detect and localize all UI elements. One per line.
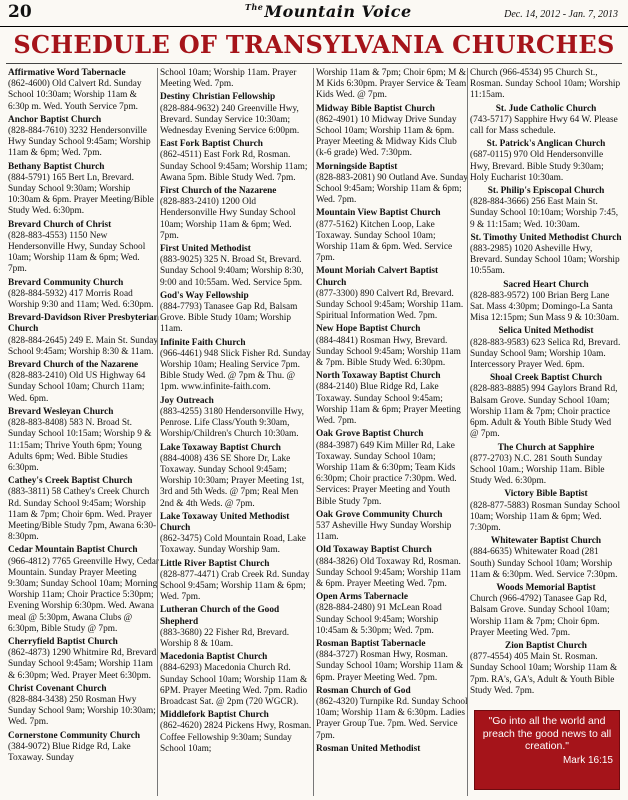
church-entry [160, 338, 312, 394]
church-details: (828-883-2081) 90 Outland Ave. Sunday School 9:45am; Worship 11am & 6pm; Wed. 7pm. [316, 172, 468, 206]
church-details: (877-4554) 405 Main St. Rosman. Sunday School 10am; Worship 11am & 7pm. RA's, GA's, Adult & Youth Bible Study Wed. 7pm. [470, 652, 618, 696]
church-entry [316, 686, 468, 742]
church-details: (828-883-4553) 1150 New Hendersonville Hwy, Sunday School 10am; Worship 11am & 6pm; Wed. 7pm. [8, 230, 146, 275]
church-name: Rosman United Methodist [316, 743, 421, 754]
scripture-verse-box [474, 710, 620, 790]
church-details: (966-4461) 948 Slick Fisher Rd. Sunday Worship 10am; Healing Service 7pm. Bible Study Wed. @ 7pm & Thu. @ 1pm. www.infinite-faith.com. [160, 348, 311, 393]
verse-text: "Go into all the world and preach the good news to all creation." [482, 715, 612, 752]
church-name: God's Way Fellowship [160, 290, 249, 301]
church-entry [470, 104, 622, 138]
column-divider [467, 68, 468, 796]
church-details: (828-884-7610) 3232 Hendersonville Hwy Sunday School 9:45am; Worship 11am & 6pm; Wed. 7pm. [8, 126, 151, 159]
church-details: (828-877-5883) Rosman Sunday School 10am; Worship 11am & 6pm; Wed. 7:30pm. [470, 500, 621, 533]
church-details: (884-6293) Macedonia Church Rd. Sunday School 10am; Worship 11am & 6PM. Prayer Meeting Wed. 7pm. Radio Broadcast Sat. @ 2pm (720 WGCR). [160, 663, 308, 707]
church-details: (884-5791) 165 Bert Ln, Brevard. Sunday School 9:30am; Worship 10:30am & 6pm. Prayer Meeting/Bible Study Wed. 6:30pm. [8, 172, 154, 217]
masthead-the: The [245, 2, 264, 12]
church-details: (862-4600) Old Calvert Rd. Sunday School 10:30am; Worship 11am & 6:30p m. Wed. Youth Service 7pm. [8, 79, 142, 112]
church-entry [160, 605, 312, 650]
church-entry [470, 186, 622, 231]
church-details: (884-4841) Rosman Hwy, Brevard. Sunday School 9:45am; Worship 11am & 7pm. Bible Study Wed. 6:30pm. [316, 335, 461, 369]
church-details: (883-9025) 325 N. Broad St, Brevard. Sunday School 9:40am; Worship 8:30, 9:00 and 10:55am. Wed. Service 5pm. [160, 255, 304, 288]
column-divider [313, 68, 314, 796]
church-entry [8, 278, 160, 312]
page-number: 20 [8, 2, 32, 22]
column-divider [157, 68, 158, 796]
church-details: (966-4812) 7765 Greenville Hwy, Cedar Mountain. Sunday Prayer Meeting 9:30am; Sunday School 10am; Morning Worship 11am; Choir Practice 5:30pm; Evening Worship 6:30pm. Wed. Awana meal @ 5:30pm, Awana Clubs @ 6:30pm, Bible Study @ 7pm. [8, 556, 159, 634]
church-name: Macedonia Baptist Church [160, 652, 268, 663]
verse-reference: Mark 16:15 [562, 754, 613, 766]
church-name: Mount Moriah Calvert Baptist Church [316, 266, 439, 288]
church-column-3 [316, 68, 468, 798]
church-entry [316, 104, 468, 160]
church-entry [316, 744, 468, 755]
church-entry [316, 324, 468, 369]
church-entry [160, 512, 312, 557]
church-entry [160, 186, 312, 242]
church-entry [470, 280, 622, 325]
church-name: Whitewater Baptist Church [490, 536, 602, 547]
church-entry [316, 266, 468, 322]
church-entry [160, 396, 312, 441]
church-details: (828-877-4471) Crab Creek Rd. Sunday School 9:45am; Worship 11am & 6pm; Wed. 7pm. [160, 569, 310, 603]
church-name: Oak Grove Baptist Church [316, 429, 424, 440]
church-name: Open Arms Tabernacle [316, 592, 408, 603]
church-details: (828-883-9583) 623 Selica Rd, Brevard. Sunday School 9am; Worship 10am. Intercessory Prayer Wed. 6pm. [470, 337, 621, 371]
church-column-2 [160, 68, 312, 798]
church-column-1 [8, 68, 160, 798]
church-name: Bethany Baptist Church [8, 161, 105, 172]
church-name: Destiny Christian Fellowship [160, 92, 276, 103]
church-name: St. Philip's Episcopal Church [487, 186, 605, 197]
church-entry [316, 545, 468, 590]
church-name: St. Timothy United Methodist Church [470, 232, 622, 243]
church-name: Old Toxaway Baptist Church [316, 545, 432, 556]
church-details: (883-2985) 1020 Asheville Hwy, Brevard. Sunday School 10am; Worship 10:55am. [470, 244, 620, 277]
church-name: Rosman Church of God [316, 685, 411, 696]
title-divider [6, 63, 622, 64]
church-entry [470, 641, 622, 697]
church-details: (828-883-8408) 583 N. Broad St. Sunday School 10:15am; Worship 9 & 11:15am; Thrive Youth 6pm; Young Adults 6pm; Wed. Bible Studies 6:30pm. [8, 418, 152, 473]
church-details: (828-884-9632) 240 Greenville Hwy, Brevard. Sunday Service 10:30am; Wednesday Evening Service 6:00pm. [160, 103, 300, 137]
church-details: (828-883-2410) 1200 Old Hendersonville Hwy Sunday School 10am; Worship 11am & 6pm; Wed. 7pm. [160, 197, 296, 241]
church-details: (828-884-3438) 250 Rosman Hwy Sunday School 9am; Worship 10:30am; Wed. 7pm. [8, 694, 156, 728]
church-name: Zion Baptist Church [505, 640, 587, 651]
church-entry [470, 536, 622, 581]
church-entry [470, 489, 622, 534]
church-details: (862-4511) East Fork Rd, Rosman. Sunday School 9:45am; Worship 11am; Awana 5pm. Bible Study Wed. 7pm. [160, 150, 308, 183]
church-details: (862-4901) 10 Midway Drive Sunday School 10am; Worship 11am & 6pm. Prayer Meeting & Midway Kids Club (k-6 grade) Wed. 7:30pm. [316, 114, 457, 159]
issue-date: Dec. 14, 2012 - Jan. 7, 2013 [504, 9, 618, 20]
church-entry [8, 115, 160, 160]
church-details: (828-884-2645) 249 E. Main St. Sunday School 9:45am; Worship 8:30 & 11am. [8, 335, 159, 357]
church-entry [8, 476, 160, 543]
church-details: (884-3727) Rosman Hwy, Rosman. Sunday School 10am; Worship 11am & 6pm. Prayer Meeting Wed. 7pm. [316, 650, 464, 683]
church-name: Little River Baptist Church [160, 558, 270, 569]
church-entry [316, 371, 468, 427]
church-name: Affirmative Word Tabernacle [8, 68, 126, 78]
church-name: Middlefork Baptist Church [160, 710, 269, 721]
church-details: (884-6635) Whitewater Road (281 South) Sunday School 10am; Worship 11am & 6:30pm. Wed. Service 7:30pm. [470, 547, 618, 580]
church-name: Cedar Mountain Baptist Church [8, 545, 138, 556]
church-name: Brevard Wesleyan Church [8, 406, 114, 417]
church-entry [8, 545, 160, 635]
church-details: (862-3475) Cold Mountain Road, Lake Toxaway. Sunday Worship 9am. [160, 534, 306, 556]
church-details: (883-3811) 58 Cathey's Creek Church Rd. Sunday School 9:45am; Worship 11am & 7pm; Choir 6pm. Wed. Prayer Meeting/Bible Study 7pm, Awana 6:30-8:30pm. [8, 487, 157, 543]
church-entry [470, 233, 622, 278]
church-details: (877-5162) Kitchen Loop, Lake Toxaway. Sunday School 10am; Worship 11am & 6pm. Wed. Service 7pm. [316, 219, 453, 264]
church-entry [470, 139, 622, 184]
church-details: School 10am; Worship 11am. Prayer Meeting Wed. 7pm. [160, 68, 297, 90]
church-entry [160, 139, 312, 184]
church-entry [8, 407, 160, 474]
church-name: Sacred Heart Church [503, 279, 589, 290]
page-title: SCHEDULE OF TRANSYLVANIA CHURCHES [13, 30, 615, 59]
church-entry [8, 637, 160, 682]
church-name: Morningside Baptist [316, 161, 398, 172]
church-entry [8, 360, 160, 405]
page-header [0, 0, 628, 27]
church-name: St. Patrick's Anglican Church [486, 139, 606, 150]
church-entry [160, 559, 312, 604]
church-details: (877-2703) N.C. 281 South Sunday School 10am.; Worship 11am. Bible Study Wed. 6:30pm. [470, 453, 605, 487]
church-name: Rosman Baptist Tabernacle [316, 638, 426, 649]
church-details: (884-2140) Blue Ridge Rd, Lake Toxaway. Sunday School 9:45am; Worship 11am & 6pm; Prayer Meeting Wed. 7pm. [316, 382, 461, 427]
church-name: Woods Memorial Baptist [496, 582, 596, 593]
church-details: (862-4320) Turnpike Rd. Sunday School 10am; Worship 11am & 6:30pm. Ladies Prayer Group Tue. 7pm. Wed. Service 7pm. [316, 696, 468, 741]
church-details: (877-3300) 890 Calvert Rd, Brevard. Sunday School 9:45am; Worship 11am. Spiritual Information Wed. 7pm. [316, 288, 464, 322]
church-name: Shoal Creek Baptist Church [489, 373, 602, 384]
church-entry [316, 162, 468, 207]
church-entry [160, 710, 312, 755]
church-name: Lutheran Church of the Good Shepherd [160, 605, 280, 627]
church-entry [470, 373, 622, 440]
church-entry [160, 92, 312, 137]
church-entry [8, 220, 160, 276]
church-name: First Church of the Nazarene [160, 186, 277, 197]
church-name: Lake Toxaway Baptist Church [160, 442, 281, 453]
church-entry [316, 68, 468, 102]
church-name: Mountain View Baptist Church [316, 208, 441, 219]
church-details: 537 Asheville Hwy Sunday Worship 11am. [316, 520, 452, 543]
church-name: Brevard Church of Christ [8, 219, 112, 230]
church-entry [470, 443, 622, 488]
church-details: (828-883-8885) 994 Gaylors Brand Rd, Balsam Grove. Sunday School 10am; Worship 11am & 7pm; Choir practice 6pm. Adult & Youth Bible Study Wed @ 7pm. [470, 384, 618, 440]
church-details: Worship 11am & 7pm; Choir 6pm; M & M Kids 6:30pm. Prayer Service & Team Kids Wed. @ 7pm. [316, 68, 467, 101]
church-name: Midway Bible Baptist Church [316, 103, 435, 114]
church-entry [160, 443, 312, 510]
church-entry [316, 208, 468, 264]
church-entry [160, 244, 312, 289]
church-entry [160, 652, 312, 708]
church-name: Cathey's Creek Baptist Church [8, 476, 133, 487]
church-name: New Hope Baptist Church [316, 324, 421, 335]
church-entry [316, 429, 468, 507]
church-name: East Fork Baptist Church [160, 139, 263, 150]
church-name: Brevard Church of the Nazarene [8, 360, 139, 371]
church-details: (384-9072) Blue Ridge Rd, Lake Toxaway. Sunday [8, 741, 131, 763]
church-name: Cornerstone Community Church [8, 730, 141, 741]
church-name: First United Methodist [160, 244, 251, 255]
church-entry [470, 68, 622, 102]
church-details: (883-3680) 22 Fisher Rd, Brevard. Worship 8 & 10am. [160, 627, 290, 649]
church-name: Infinite Faith Church [160, 337, 246, 348]
church-entry [160, 68, 312, 90]
church-entry [470, 583, 622, 639]
church-details: (687-0115) 970 Old Hendersonville Hwy, Brevard. Bible Study 9:30am; Holy Eucharist 10:30am. [470, 150, 604, 183]
church-details: (862-4620) 2824 Pickens Hwy, Rosman. Coffee Fellowship 9:30am; Sunday School 10am; [160, 721, 312, 754]
church-details: (884-3987) 649 Kim Miller Rd, Lake Toxaway. Sunday School 10am; Worship 11am & 6:30pm; Team Kids 6:30pm; Choir practice 7:30pm. Wed. Services: Prayer Meeting and Youth Bible Study 7pm. [316, 440, 457, 507]
church-name: Victory Bible Baptist [504, 489, 588, 500]
church-entry [316, 592, 468, 637]
masthead-name: Mountain Voice [264, 2, 412, 21]
church-details: Church (966-4792) Tanasee Gap Rd, Balsam Grove. Sunday School 10am; Worship 11am & 7pm; Choir 6pm. Prayer Meeting Wed. 7pm. [470, 594, 610, 638]
church-details: (828-883-9572) 100 Brian Berg Lane Sat. Mass 4:30pm; Domingo-La Santa Misa 12:15pm; Sun Mass 9 & 10:30am. [470, 290, 620, 324]
church-name: Brevard Community Church [8, 277, 124, 288]
church-name: Anchor Baptist Church [8, 114, 102, 125]
church-entry [8, 68, 160, 113]
church-details: Church (966-4534) 95 Church St., Rosman. Sunday School 10am; Worship 11:15am. [470, 68, 621, 101]
church-entry [8, 684, 160, 729]
church-name: Selica United Methodist [498, 326, 594, 337]
church-name: Joy Outreach [160, 395, 214, 406]
church-details: (828-884-2480) 91 McLean Road Sunday School 9:45am; Worship 10:45am & 5:30pm; Wed. 7pm. [316, 603, 442, 636]
church-details: (862-4873) 1290 Whitmire Rd, Brevard. Sunday School 9:45am; Worship 11am & 6:30pm; Wed. Prayer Meet 6:30pm. [8, 648, 159, 681]
church-name: Lake Toxaway United Methodist Church [160, 511, 290, 533]
church-name: Cherryfield Baptist Church [8, 636, 118, 647]
church-name: Christ Covenant Church [8, 683, 107, 694]
church-entry [470, 326, 622, 371]
church-entry [8, 731, 160, 765]
church-name: Oak Grove Community Church [316, 509, 443, 520]
masthead [245, 2, 412, 21]
church-details: (884-4008) 436 SE Shore Dr, Lake Toxaway. Sunday School 9:45am; Worship 10:30am; Prayer Meeting 1st, 3rd and 5th Weds. @ 7pm; Real Men 2nd & 4th Weds. @ 7pm. [160, 453, 305, 509]
church-entry [316, 510, 468, 544]
church-name: North Toxaway Baptist Church [316, 371, 441, 382]
church-name: The Church at Sapphire [497, 442, 595, 453]
church-details: (828-883-2410) Old US Highway 64 Sunday School 10am; Church 11am; Wed. 6pm. [8, 371, 146, 404]
church-details: (828-884-3666) 256 East Main St. Sunday School 10:10am; Worship 7:45, 9 & 11:15am; Wed. 10:30am. [470, 197, 619, 230]
church-details: (743-5717) Sapphire Hwy 64 W. Please call for Mass schedule. [470, 114, 618, 137]
church-entry [8, 162, 160, 218]
church-details: (884-7793) Tanasee Gap Rd, Balsam Grove. Bible Study 10am; Worship 11am. [160, 302, 298, 335]
church-details: (828-884-5932) 417 Morris Road Worship 9:30 and 11am; Wed. 6:30pm. [8, 288, 154, 311]
church-name: St. Jude Catholic Church [495, 103, 597, 114]
church-entry [316, 639, 468, 684]
church-name: Brevard-Davidson River Presbyterian Church [8, 313, 159, 335]
church-entry [160, 291, 312, 336]
church-details: (884-3826) Old Toxaway Rd, Rosman. Sunday School 9:45am; Worship 11am & 6pm. Prayer Meeting Wed. 7pm. [316, 556, 461, 589]
church-details: (883-4255) 3180 Hendersonville Hwy, Penrose. Life Class/Youth 9:30am, Worship/Children's Church 10:30am. [160, 406, 304, 440]
church-column-4 [470, 68, 622, 798]
church-entry [8, 313, 160, 358]
